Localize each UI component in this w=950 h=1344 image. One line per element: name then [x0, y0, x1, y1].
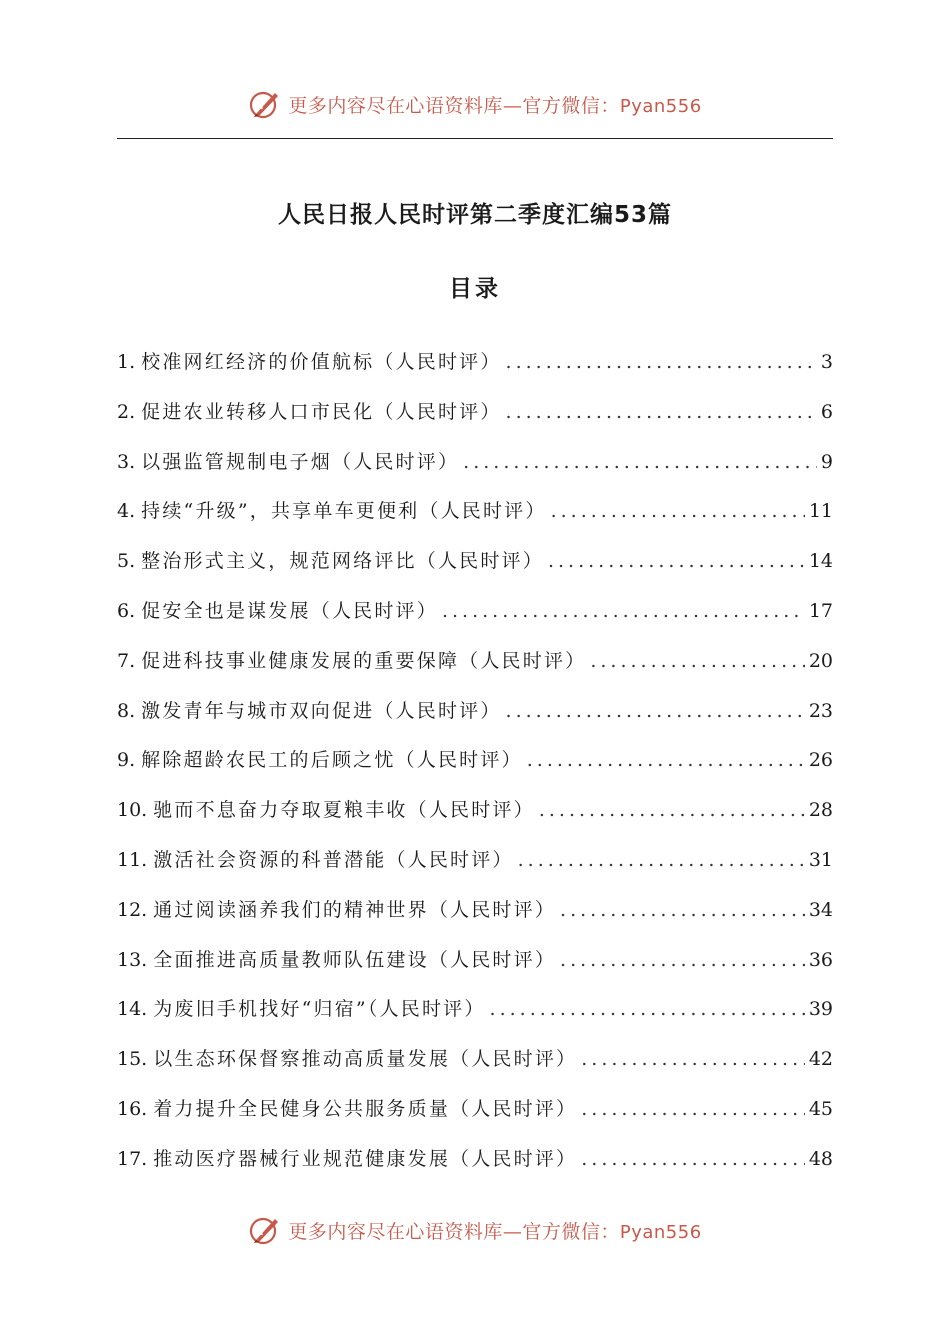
toc-dot-leader: [590, 643, 804, 679]
toc-dot-leader: [527, 742, 805, 778]
toc-dot-leader: [548, 543, 805, 579]
toc-entry-page-number: 34: [808, 898, 833, 921]
footer-watermark: [0, 1210, 950, 1250]
toc-entry-page-number: 42: [808, 1048, 833, 1071]
toc-entry[interactable]: [117, 693, 833, 743]
toc-entry-page-number: 11: [808, 500, 833, 523]
toc-entry-title[interactable]: 激活社会资源的科普潜能（人民时评）: [153, 848, 514, 871]
toc-dot-leader: [463, 444, 817, 480]
toc-entry[interactable]: [117, 942, 833, 992]
toc-entry-title[interactable]: 以生态环保督察推动高质量发展（人民时评）: [153, 1048, 578, 1071]
toc-entry[interactable]: [117, 394, 833, 444]
toc-dot-leader: [560, 892, 805, 928]
toc-dot-leader: [518, 842, 805, 878]
toc-entry-number: 3.: [117, 450, 136, 473]
toc-entry-title[interactable]: 全面推进高质量教师队伍建设（人民时评）: [153, 948, 557, 971]
toc-entry[interactable]: [117, 444, 833, 494]
toc-entry-page-number: 48: [808, 1147, 833, 1170]
toc-entry-number: 10.: [117, 799, 148, 822]
toc-entry-number: 12.: [117, 898, 148, 921]
toc-entry-number: 16.: [117, 1097, 148, 1120]
toc-entry-title[interactable]: 促进科技事业健康发展的重要保障（人民时评）: [141, 649, 587, 672]
pen-circle-logo-icon: [248, 87, 282, 121]
header-divider: [117, 138, 833, 139]
toc-dot-leader: [551, 493, 805, 529]
toc-entry-number: 13.: [117, 948, 148, 971]
header-watermark: [0, 84, 950, 124]
toc-dot-leader: [506, 394, 817, 430]
toc-entry-title[interactable]: 推动医疗器械行业规范健康发展（人民时评）: [153, 1147, 578, 1170]
watermark-text: 更多内容尽在心语资料库—官方微信：Pyan556: [288, 1220, 702, 1243]
toc-entry[interactable]: [117, 742, 833, 792]
table-of-contents: [117, 344, 833, 1191]
toc-entry[interactable]: [117, 593, 833, 643]
toc-dot-leader: [560, 942, 805, 978]
toc-entry-page-number: 20: [808, 649, 833, 672]
toc-entry-title[interactable]: 持续“升级”，共享单车更便利（人民时评）: [141, 500, 547, 523]
toc-entry-number: 15.: [117, 1048, 148, 1071]
toc-entry[interactable]: [117, 344, 833, 394]
toc-entry[interactable]: [117, 842, 833, 892]
toc-entry[interactable]: [117, 1141, 833, 1191]
toc-entry-title[interactable]: 着力提升全民健身公共服务质量（人民时评）: [153, 1097, 578, 1120]
toc-entry-page-number: 45: [808, 1097, 833, 1120]
toc-entry-number: 17.: [117, 1147, 148, 1170]
toc-entry-title[interactable]: 促安全也是谋发展（人民时评）: [141, 599, 438, 622]
toc-heading: 目录: [449, 276, 501, 302]
toc-entry[interactable]: [117, 792, 833, 842]
toc-entry[interactable]: [117, 1041, 833, 1091]
toc-entry-page-number: 9: [820, 450, 833, 473]
toc-entry-page-number: 28: [808, 799, 833, 822]
toc-entry-title[interactable]: 促进农业转移人口市民化（人民时评）: [141, 400, 502, 423]
toc-entry-page-number: 6: [820, 400, 833, 423]
toc-entry-number: 4.: [117, 500, 136, 523]
toc-entry-page-number: 17: [808, 599, 833, 622]
toc-entry-page-number: 23: [808, 699, 833, 722]
toc-entry-number: 8.: [117, 699, 136, 722]
toc-entry-page-number: 36: [808, 948, 833, 971]
toc-entry[interactable]: [117, 493, 833, 543]
document-title: 人民日报人民时评第二季度汇编53篇: [277, 202, 672, 228]
toc-entry[interactable]: [117, 1091, 833, 1141]
toc-entry-title[interactable]: 为废旧手机找好“归宿”（人民时评）: [153, 998, 486, 1021]
toc-entry[interactable]: [117, 643, 833, 693]
toc-dot-leader: [506, 344, 817, 380]
toc-entry-title[interactable]: 激发青年与城市双向促进（人民时评）: [141, 699, 502, 722]
toc-entry[interactable]: [117, 892, 833, 942]
toc-entry-title[interactable]: 解除超龄农民工的后顾之忧（人民时评）: [141, 749, 523, 772]
toc-entry[interactable]: [117, 543, 833, 593]
toc-entry-number: 1.: [117, 351, 136, 373]
pen-circle-logo-icon: [248, 1213, 282, 1247]
toc-entry-title[interactable]: 驰而不息奋力夺取夏粮丰收（人民时评）: [153, 799, 535, 822]
toc-dot-leader: [581, 1141, 805, 1177]
toc-entry[interactable]: [117, 991, 833, 1041]
toc-dot-leader: [490, 991, 805, 1027]
toc-entry-number: 7.: [117, 649, 136, 672]
toc-entry-number: 11.: [117, 848, 148, 871]
toc-entry-title[interactable]: 以强监管规制电子烟（人民时评）: [141, 450, 460, 473]
toc-entry-page-number: 14: [808, 550, 833, 573]
toc-entry-title[interactable]: 校准网红经济的价值航标（人民时评）: [141, 351, 502, 373]
toc-dot-leader: [581, 1041, 805, 1077]
watermark-text: 更多内容尽在心语资料库—官方微信：Pyan556: [288, 94, 702, 117]
toc-entry-number: 14.: [117, 998, 148, 1021]
toc-entry-number: 9.: [117, 749, 136, 772]
toc-entry-page-number: 39: [808, 998, 833, 1021]
toc-entry-page-number: 31: [808, 848, 833, 871]
toc-entry-title[interactable]: 整治形式主义，规范网络评比（人民时评）: [141, 550, 544, 573]
toc-dot-leader: [539, 792, 805, 828]
toc-dot-leader: [506, 693, 805, 729]
toc-entry-number: 5.: [117, 550, 136, 573]
toc-dot-leader: [581, 1091, 805, 1127]
toc-entry-title[interactable]: 通过阅读涵养我们的精神世界（人民时评）: [153, 898, 557, 921]
toc-entry-page-number: 26: [808, 749, 833, 772]
toc-dot-leader: [442, 593, 805, 629]
toc-entry-number: 6.: [117, 599, 136, 622]
toc-entry-number: 2.: [117, 400, 136, 423]
toc-entry-page-number: 3: [820, 351, 833, 373]
